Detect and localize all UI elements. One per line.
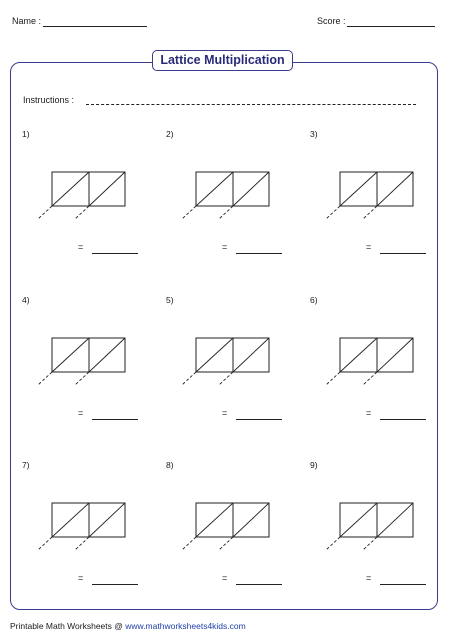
lattice-diagonal-extension [219, 372, 233, 385]
equals-sign: = [222, 408, 228, 418]
name-label: Name : [12, 16, 42, 26]
problem-number: 8) [166, 460, 174, 470]
lattice-diagonal [233, 172, 269, 206]
lattice-diagonal [377, 172, 413, 206]
lattice-diagonal-extension [363, 206, 377, 219]
lattice-diagonal [52, 172, 89, 206]
lattice-diagonal [233, 338, 269, 372]
problem-number: 4) [22, 295, 30, 305]
instructions-field[interactable] [86, 104, 416, 105]
lattice-diagonal [89, 172, 125, 206]
name-field[interactable] [43, 26, 147, 27]
problem-number: 6) [310, 295, 318, 305]
lattice-diagonal-extension [75, 537, 89, 550]
lattice-diagonal [89, 338, 125, 372]
lattice-grid[interactable] [322, 171, 414, 219]
equals-sign: = [78, 573, 84, 583]
lattice-diagonal-extension [326, 206, 340, 219]
problem-number: 2) [166, 129, 174, 139]
lattice-diagonal [89, 503, 125, 537]
answer-field[interactable] [92, 253, 138, 254]
lattice-diagonal [196, 338, 233, 372]
answer-field[interactable] [236, 419, 282, 420]
equals-sign: = [78, 242, 84, 252]
lattice-grid[interactable] [34, 337, 126, 385]
instructions-label: Instructions : [23, 95, 75, 105]
answer-field[interactable] [380, 584, 426, 585]
lattice-diagonal-extension [326, 372, 340, 385]
lattice-diagonal-extension [182, 206, 196, 219]
lattice-grid[interactable] [178, 337, 270, 385]
lattice-diagonal [377, 338, 413, 372]
lattice-diagonal-extension [326, 537, 340, 550]
answer-field[interactable] [236, 584, 282, 585]
equals-sign: = [222, 242, 228, 252]
problem-number: 1) [22, 129, 30, 139]
lattice-diagonal-extension [219, 537, 233, 550]
lattice-diagonal [233, 503, 269, 537]
equals-sign: = [78, 408, 84, 418]
answer-field[interactable] [92, 419, 138, 420]
lattice-diagonal [377, 503, 413, 537]
lattice-grid[interactable] [322, 502, 414, 550]
lattice-diagonal-extension [38, 206, 52, 219]
lattice-grid[interactable] [34, 502, 126, 550]
equals-sign: = [366, 573, 372, 583]
lattice-grid[interactable] [178, 171, 270, 219]
worksheet-title: Lattice Multiplication [152, 50, 293, 71]
footer-site-link[interactable]: www.mathworksheets4kids.com [125, 621, 246, 631]
lattice-diagonal-extension [38, 537, 52, 550]
lattice-diagonal-extension [219, 206, 233, 219]
lattice-grid[interactable] [322, 337, 414, 385]
lattice-diagonal [340, 503, 377, 537]
score-field[interactable] [347, 26, 435, 27]
equals-sign: = [222, 573, 228, 583]
footer-prefix: Printable Math Worksheets @ [10, 621, 126, 631]
lattice-diagonal [340, 338, 377, 372]
lattice-diagonal-extension [75, 372, 89, 385]
equals-sign: = [366, 242, 372, 252]
lattice-diagonal-extension [363, 537, 377, 550]
problem-number: 5) [166, 295, 174, 305]
lattice-diagonal [196, 503, 233, 537]
lattice-grid[interactable] [34, 171, 126, 219]
lattice-grid[interactable] [178, 502, 270, 550]
answer-field[interactable] [380, 253, 426, 254]
problem-number: 9) [310, 460, 318, 470]
lattice-diagonal-extension [182, 372, 196, 385]
lattice-diagonal [52, 338, 89, 372]
lattice-diagonal-extension [363, 372, 377, 385]
score-label: Score : [317, 16, 346, 26]
lattice-diagonal-extension [182, 537, 196, 550]
lattice-diagonal [340, 172, 377, 206]
lattice-diagonal [52, 503, 89, 537]
problem-number: 3) [310, 129, 318, 139]
footer [10, 621, 246, 631]
lattice-diagonal [196, 172, 233, 206]
answer-field[interactable] [92, 584, 138, 585]
lattice-diagonal-extension [38, 372, 52, 385]
answer-field[interactable] [380, 419, 426, 420]
answer-field[interactable] [236, 253, 282, 254]
lattice-diagonal-extension [75, 206, 89, 219]
problem-number: 7) [22, 460, 30, 470]
equals-sign: = [366, 408, 372, 418]
